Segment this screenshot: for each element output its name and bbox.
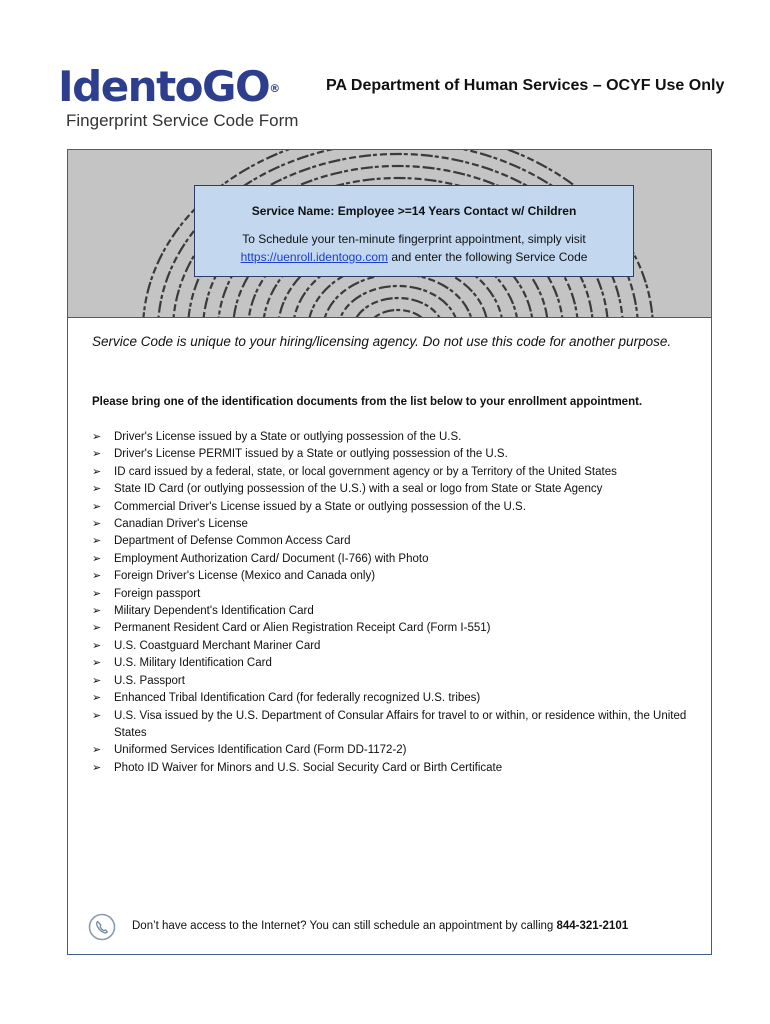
id-document-item [88, 481, 698, 498]
arrow-bullet-icon: ➢ [92, 639, 102, 652]
service-info-box [194, 185, 634, 277]
id-document-item [88, 568, 698, 585]
id-document-text: Uniformed Services Identification Card (Form DD-1172-2) [114, 744, 407, 757]
identogo-logo [58, 64, 280, 110]
id-document-text: U.S. Military Identification Card [114, 657, 272, 670]
id-document-item [88, 533, 698, 550]
id-document-item [88, 586, 698, 603]
arrow-bullet-icon: ➢ [92, 761, 102, 774]
id-document-text: Driver's License PERMIT issued by a State or outlying possession of the U.S. [114, 448, 508, 461]
phone-number[interactable]: 844-321-2101 [556, 920, 629, 932]
fingerprint-banner [68, 150, 711, 318]
id-document-item [88, 516, 698, 533]
phone-icon [88, 913, 116, 941]
phone-note-text: Don’t have access to the Internet? You can still schedule an appointment by calling [132, 920, 557, 932]
id-document-item [88, 655, 698, 672]
logo-text: IdentoGO [58, 62, 270, 111]
id-document-text: Employment Authorization Card/ Document (I-766) with Photo [114, 552, 429, 565]
id-document-item [88, 638, 698, 655]
arrow-bullet-icon: ➢ [92, 744, 102, 757]
id-document-item [88, 673, 698, 690]
id-document-text: Military Dependent's Identification Card [114, 605, 314, 618]
id-documents-heading: Please bring one of the identification documents from the list below to your enrollment appointment. [92, 396, 643, 408]
arrow-bullet-icon: ➢ [92, 587, 102, 600]
id-document-text: Foreign Driver's License (Mexico and Canada only) [114, 570, 376, 583]
id-document-item [88, 429, 698, 446]
id-document-item [88, 620, 698, 637]
arrow-bullet-icon: ➢ [92, 518, 102, 531]
id-document-text: ID card issued by a federal, state, or local government agency or by a Territory of the United States [114, 465, 617, 478]
arrow-bullet-icon: ➢ [92, 674, 102, 687]
arrow-bullet-icon: ➢ [92, 692, 102, 705]
arrow-bullet-icon: ➢ [92, 709, 102, 722]
id-document-text: Commercial Driver's License issued by a State or outlying possession of the U.S. [114, 500, 526, 513]
id-document-text: Canadian Driver's License [114, 518, 248, 531]
id-document-text: Foreign passport [114, 587, 201, 600]
id-document-text: Permanent Resident Card or Alien Registration Receipt Card (Form I-551) [114, 622, 491, 635]
form-title: Fingerprint Service Code Form [66, 111, 299, 130]
id-document-text: Enhanced Tribal Identification Card (for federally recognized U.S. tribes) [114, 692, 481, 705]
arrow-bullet-icon: ➢ [92, 431, 102, 443]
schedule-instructions: To Schedule your ten-minute fingerprint appointment, simply visit [242, 232, 586, 246]
arrow-bullet-icon: ➢ [92, 500, 102, 513]
service-name: Service Name: Employee >=14 Years Contact w/ Children [251, 204, 577, 218]
id-document-text: Driver's License issued by a State or outlying possession of the U.S. [114, 431, 462, 443]
schedule-link-line [195, 250, 633, 264]
id-document-text: Photo ID Waiver for Minors and U.S. Social Security Card or Birth Certificate [114, 761, 503, 774]
department-heading: PA Department of Human Services – OCYF Use Only [326, 77, 725, 94]
form-frame [67, 149, 712, 955]
id-document-text: U.S. Coastguard Merchant Mariner Card [114, 639, 321, 652]
id-document-item [88, 446, 698, 463]
id-document-item [88, 708, 698, 743]
arrow-bullet-icon: ➢ [92, 657, 102, 670]
service-code-instruction: and enter the following Service Code [387, 250, 588, 264]
phone-scheduling-note [132, 920, 628, 932]
arrow-bullet-icon: ➢ [92, 483, 102, 496]
id-document-list [88, 429, 698, 777]
service-code-notice: Service Code is unique to your hiring/licensing agency. Do not use this code for another purpose. [92, 334, 672, 349]
id-document-item [88, 603, 698, 620]
arrow-bullet-icon: ➢ [92, 570, 102, 583]
arrow-bullet-icon: ➢ [92, 535, 102, 548]
arrow-bullet-icon: ➢ [92, 465, 102, 478]
registered-mark: ® [269, 82, 281, 95]
arrow-bullet-icon: ➢ [92, 622, 102, 635]
id-document-item [88, 760, 698, 777]
id-document-text: U.S. Passport [114, 674, 185, 687]
arrow-bullet-icon: ➢ [92, 605, 102, 618]
id-document-item [88, 690, 698, 707]
id-document-item [88, 742, 698, 759]
id-document-text: State ID Card (or outlying possession of the U.S.) with a seal or logo from State or State Agency [114, 483, 603, 496]
arrow-bullet-icon: ➢ [92, 448, 102, 461]
id-document-item [88, 551, 698, 568]
id-document-text: U.S. Visa issued by the U.S. Department of Consular Affairs for travel to or within, or residence within, the United States [114, 709, 687, 739]
id-document-item [88, 464, 698, 481]
id-document-text: Department of Defense Common Access Card [114, 535, 351, 548]
id-document-item [88, 499, 698, 516]
arrow-bullet-icon: ➢ [92, 552, 102, 565]
enrollment-link[interactable]: https://uenroll.identogo.com [240, 250, 388, 264]
